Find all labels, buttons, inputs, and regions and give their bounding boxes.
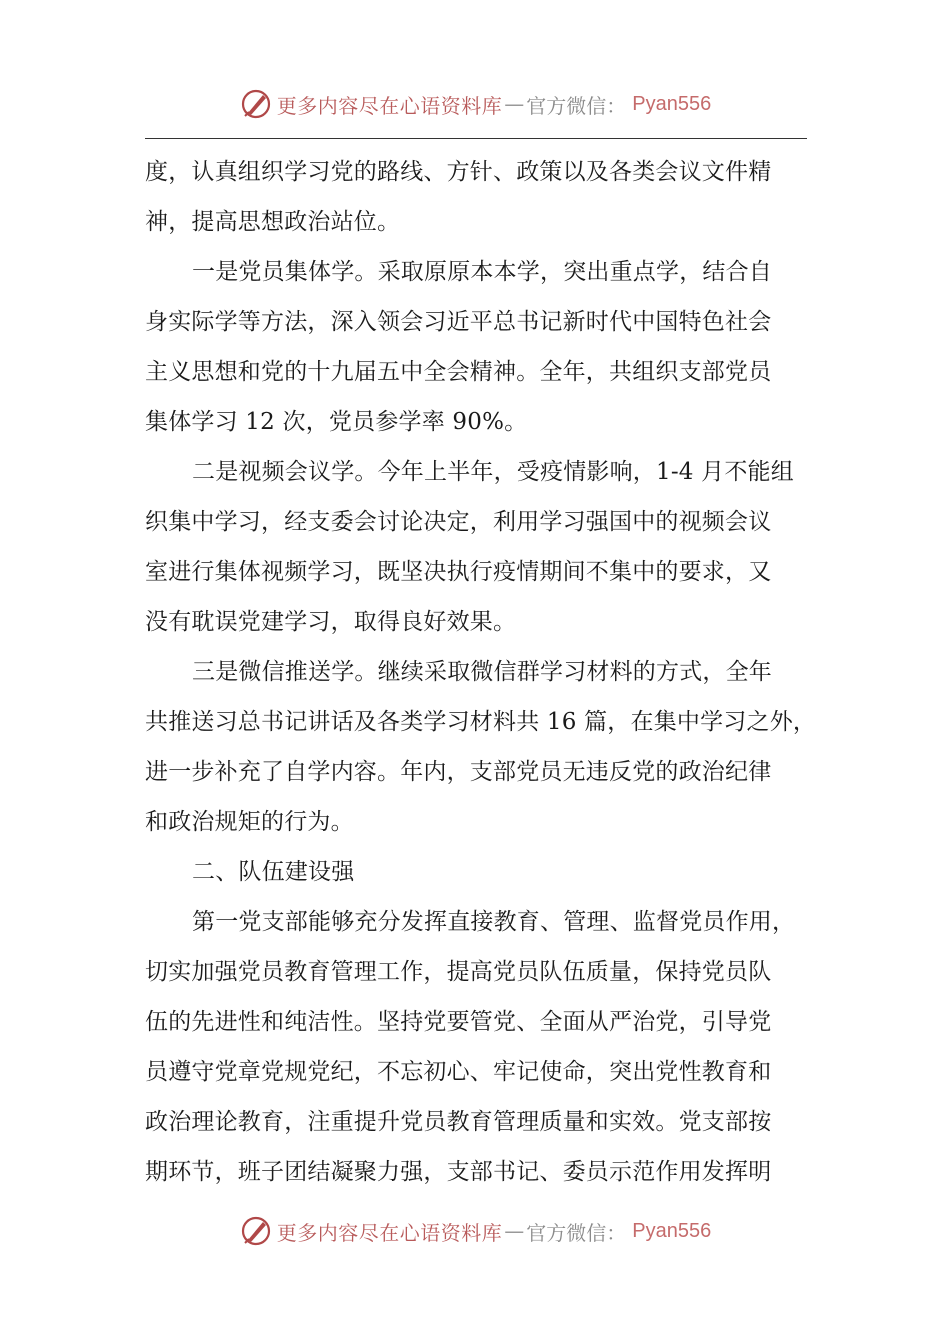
banner-dash: —: [504, 1219, 525, 1243]
text-line: 没有耽误党建学习，取得良好效果。: [145, 609, 517, 635]
text-line: 员遵守党章党规党纪，不忘初心、牢记使命，突出党性教育和: [145, 1059, 772, 1085]
text-line: 期环节，班子团结凝聚力强，支部书记、委员示范作用发挥明: [145, 1159, 772, 1185]
text-line: 主义思想和党的十九届五中全会精神。全年，共组织支部党员: [145, 359, 772, 385]
wechat-id: Pyan556: [632, 1219, 712, 1242]
quill-logo-icon: [239, 1214, 273, 1248]
banner-dash: —: [504, 92, 525, 116]
header-divider: [145, 138, 807, 139]
text-line: 第一党支部能够充分发挥直接教育、管理、监督党员作用，: [192, 909, 796, 935]
text-line: 共推送习总书记讲话及各类学习材料共 16 篇，在集中学习之外，: [145, 709, 817, 735]
brand-text: 更多内容尽在心语资料库: [276, 93, 503, 118]
brand-text: 更多内容尽在心语资料库: [276, 1220, 503, 1245]
footer-banner: [0, 1211, 950, 1251]
text-line: 神，提高思想政治站位。: [145, 209, 401, 235]
wechat-id: Pyan556: [632, 92, 712, 115]
header-banner: [0, 84, 950, 124]
quill-logo-icon: [239, 87, 273, 121]
text-line: 和政治规矩的行为。: [145, 809, 354, 835]
text-line: 室进行集体视频学习，既坚决执行疫情期间不集中的要求，又: [145, 559, 772, 585]
text-line: 伍的先进性和纯洁性。坚持党要管党、全面从严治党，引导党: [145, 1009, 772, 1035]
section-heading: 二、队伍建设强: [192, 859, 355, 885]
text-line: 织集中学习，经支委会讨论决定，利用学习强国中的视频会议: [145, 509, 772, 535]
text-line: 三是微信推送学。继续采取微信群学习材料的方式，全年: [192, 659, 772, 685]
text-line: 一是党员集体学。采取原原本本学，突出重点学，结合自: [192, 259, 772, 285]
text-line: 身实际学等方法，深入领会习近平总书记新时代中国特色社会: [145, 309, 772, 335]
text-line: 切实加强党员教育管理工作，提高党员队伍质量，保持党员队: [145, 959, 772, 985]
text-line: 度，认真组织学习党的路线、方针、政策以及各类会议文件精: [145, 159, 772, 185]
text-line: 进一步补充了自学内容。年内，支部党员无违反党的政治纪律: [145, 759, 772, 785]
text-line: 二是视频会议学。今年上半年，受疫情影响，1-4 月不能组: [192, 459, 794, 485]
wechat-label: 官方微信：: [526, 93, 627, 118]
document-body: [145, 150, 817, 1200]
text-line: 政治理论教育，注重提升党员教育管理质量和实效。党支部按: [145, 1109, 772, 1135]
wechat-label: 官方微信：: [526, 1220, 627, 1245]
text-line: 集体学习 12 次，党员参学率 90%。: [145, 409, 528, 435]
